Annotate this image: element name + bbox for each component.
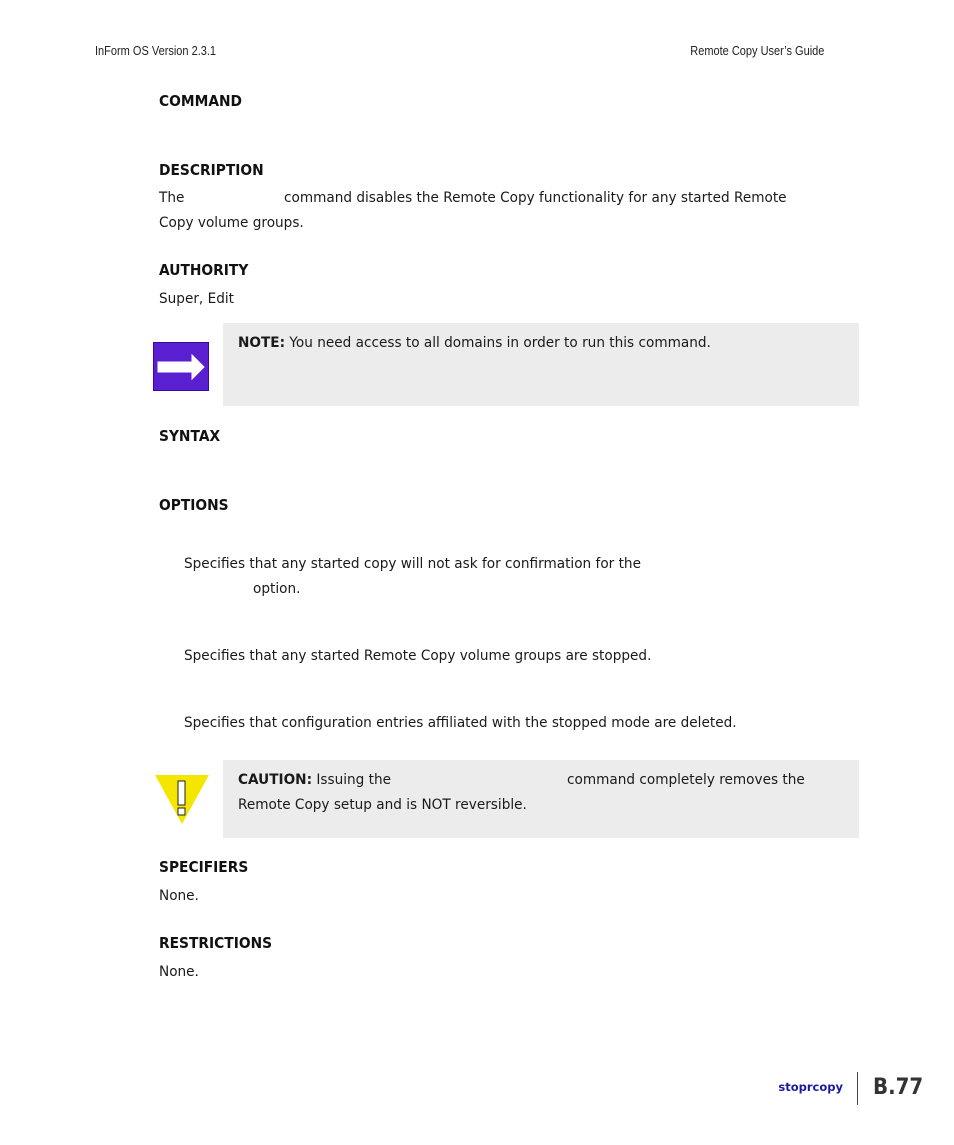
footer-command-name: stoprcopy: [778, 1080, 843, 1094]
restrictions-text: None.: [159, 964, 199, 980]
caution-line1-post: command completely removes the: [567, 772, 805, 788]
option-item-line: option.: [253, 581, 301, 597]
running-header-right: Remote Copy User’s Guide: [689, 44, 824, 58]
syntax-heading: SYNTAX: [159, 427, 221, 445]
running-header-left: InForm OS Version 2.3.1: [95, 44, 217, 58]
footer-divider: [857, 1072, 858, 1105]
note-text: [238, 335, 711, 351]
options-heading: OPTIONS: [159, 496, 229, 514]
caution-line2: Remote Copy setup and is NOT reversible.: [238, 797, 527, 813]
description-line2: Copy volume groups.: [159, 215, 304, 231]
specifiers-text: None.: [159, 888, 199, 904]
description-the: The: [159, 190, 185, 206]
caution-pre: Issuing the: [316, 772, 391, 788]
option-item-line: Specifies that any started Remote Copy volume groups are stopped.: [184, 648, 652, 664]
authority-heading: AUTHORITY: [159, 261, 249, 279]
description-line1: command disables the Remote Copy functionality for any started Remote: [284, 190, 787, 206]
authority-text: Super, Edit: [159, 291, 234, 307]
option-item-line: Specifies that any started copy will not ask for confirmation for the: [184, 556, 641, 572]
right-arrow-icon: [153, 342, 209, 391]
caution-line1: [238, 772, 391, 788]
restrictions-heading: RESTRICTIONS: [159, 934, 273, 952]
note-label: NOTE:: [238, 335, 286, 351]
note-body: You need access to all domains in order to run this command.: [289, 335, 711, 351]
description-heading: DESCRIPTION: [159, 161, 264, 179]
command-heading: COMMAND: [159, 92, 243, 110]
caution-label: CAUTION:: [238, 772, 313, 788]
warning-icon: [154, 774, 210, 826]
page-number: B.77: [873, 1075, 924, 1100]
specifiers-heading: SPECIFIERS: [159, 858, 249, 876]
option-item-line: Specifies that configuration entries affiliated with the stopped mode are deleted.: [184, 715, 737, 731]
